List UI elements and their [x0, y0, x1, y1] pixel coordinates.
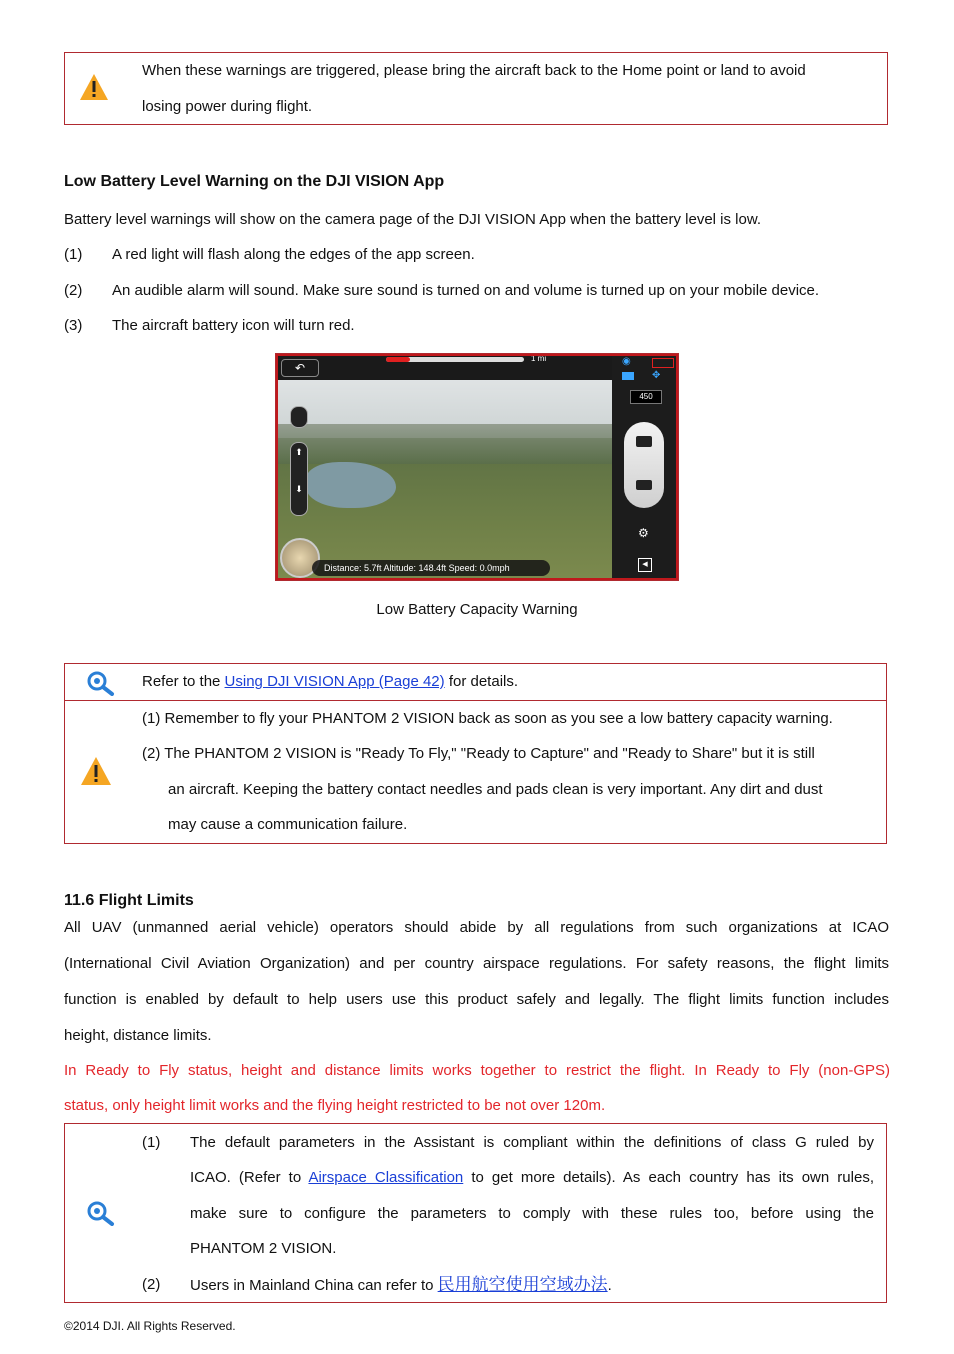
flight-limits-para-line: All UAV (unmanned aerial vehicle) operators should abide by all regulations from such organizations at ICAO: [64, 919, 889, 936]
camera-view: [278, 380, 612, 580]
magnifier-icon: [85, 1200, 115, 1226]
note-warning-2-line-2: an aircraft. Keeping the battery contact needles and pads clean is very important. Any dirt and dust: [168, 781, 823, 798]
airspace-classification-link[interactable]: Airspace Classification: [308, 1169, 464, 1186]
list-item: A red light will flash along the edges of the app screen.: [112, 246, 475, 263]
gimbal-control[interactable]: [290, 406, 308, 428]
video-record-icon[interactable]: [636, 480, 652, 490]
camera-shutter-icon[interactable]: [636, 436, 652, 447]
limits-item-2-suffix: .: [607, 1277, 612, 1294]
warning-text-line-1: When these warnings are triggered, please bring the aircraft back to the Home point or land to avoid: [142, 62, 806, 79]
note-warning-2-line-1: (2) The PHANTOM 2 VISION is "Ready To Fly," "Ready to Capture" and "Ready to Share" but it is still: [142, 745, 815, 762]
tilt-slider[interactable]: [290, 442, 308, 516]
list-item: An audible alarm will sound. Make sure sound is turned on and volume is turned up on your mobile device.: [112, 282, 820, 299]
limits-item-1-line-2: [190, 1168, 874, 1188]
flight-status-bar: Distance: 5.7ft Altitude: 148.4ft Speed: 0.0mph: [312, 560, 550, 576]
wifi-icon: ◉: [622, 356, 631, 367]
flight-limits-red-line: status, only height limit works and the flying height restricted to be not over 120m.: [64, 1097, 606, 1114]
distance-scale-label: 1 mi: [531, 354, 547, 363]
list-item-number: (2): [64, 282, 83, 299]
limits-item-2: [190, 1275, 612, 1296]
section-heading-flight-limits: 11.6 Flight Limits: [64, 892, 194, 909]
refer-text: [142, 672, 518, 692]
warning-text-line-2: losing power during flight.: [142, 98, 313, 115]
gps-satellite-icon: ✥: [652, 370, 661, 381]
limits-item-1-suffix: to get more details). As each country has its own rules,: [463, 1169, 874, 1186]
app-right-panel: [612, 354, 678, 580]
warning-triangle-icon: [80, 756, 112, 786]
list-item-number: (3): [64, 317, 83, 334]
refer-prefix: Refer to the: [142, 673, 225, 690]
footer-copyright: ©2014 DJI. All Rights Reserved.: [64, 1319, 236, 1333]
list-item: The aircraft battery icon will turn red.: [112, 317, 355, 334]
limits-item-1-line-3: make sure to configure the parameters to comply with these rules too, before using the: [190, 1205, 874, 1222]
app-screenshot-figure: [275, 353, 679, 581]
flight-limits-para-line: height, distance limits.: [64, 1027, 212, 1044]
note-warning-1: (1) Remember to fly your PHANTOM 2 VISION back as soon as you see a low battery capacity warning.: [142, 710, 833, 727]
treeline: [278, 424, 614, 464]
flight-limits-red-line: In Ready to Fly status, height and distance limits works together to restrict the flight. In Ready to Fly (non-GPS): [64, 1062, 890, 1079]
message-icon: [622, 372, 634, 380]
shots-remaining: 450: [630, 390, 662, 404]
flight-limits-para-line: function is enabled by default to help users use this product safely and legally. The flight limits function includes: [64, 991, 889, 1008]
warning-triangle-icon: [79, 73, 109, 101]
china-airspace-link[interactable]: 民用航空使用空域办法: [437, 1275, 608, 1294]
list-item-number: (1): [64, 246, 83, 263]
battery-red-icon: [652, 358, 674, 368]
limits-item-2-prefix: Users in Mainland China can refer to: [190, 1277, 438, 1294]
note-box: [64, 663, 887, 844]
down-arrow-icon: ⬇: [295, 484, 303, 494]
figure-caption: Low Battery Capacity Warning: [376, 601, 578, 618]
battery-level-bar: [386, 357, 524, 362]
refer-suffix: for details.: [444, 673, 519, 690]
low-battery-intro: Battery level warnings will show on the camera page of the DJI VISION App when the battery level is low.: [64, 211, 762, 228]
limits-item-1-prefix: ICAO. (Refer to: [190, 1169, 309, 1186]
limits-item-number: (2): [142, 1276, 161, 1293]
warning-box-top: [64, 52, 888, 125]
back-arrow-icon: ↶: [281, 359, 319, 377]
limits-item-1-line-4: PHANTOM 2 VISION.: [190, 1240, 337, 1257]
using-dji-vision-app-link[interactable]: Using DJI VISION App (Page 42): [224, 673, 445, 690]
limits-item-number: (1): [142, 1134, 161, 1151]
playback-icon[interactable]: ◀: [638, 558, 652, 572]
magnifier-icon: [85, 670, 115, 696]
limits-item-1-line-1: The default parameters in the Assistant is compliant within the definitions of class G ruled by: [190, 1134, 874, 1151]
capture-control: [624, 422, 664, 508]
section-heading-low-battery: Low Battery Level Warning on the DJI VISION App: [64, 173, 445, 190]
up-arrow-icon: ⬆: [295, 447, 303, 457]
limits-note-box: [64, 1123, 887, 1303]
note-warning-2-line-3: may cause a communication failure.: [168, 816, 408, 833]
app-top-bar: [276, 354, 612, 380]
lake: [306, 462, 396, 508]
flight-limits-para-line: (International Civil Aviation Organization) and per country airspace regulations. For safety reasons, the flight limits: [64, 955, 889, 972]
note-box-divider: [65, 700, 886, 701]
settings-gear-icon[interactable]: ⚙: [638, 526, 649, 540]
battery-level-fill: [386, 357, 410, 362]
